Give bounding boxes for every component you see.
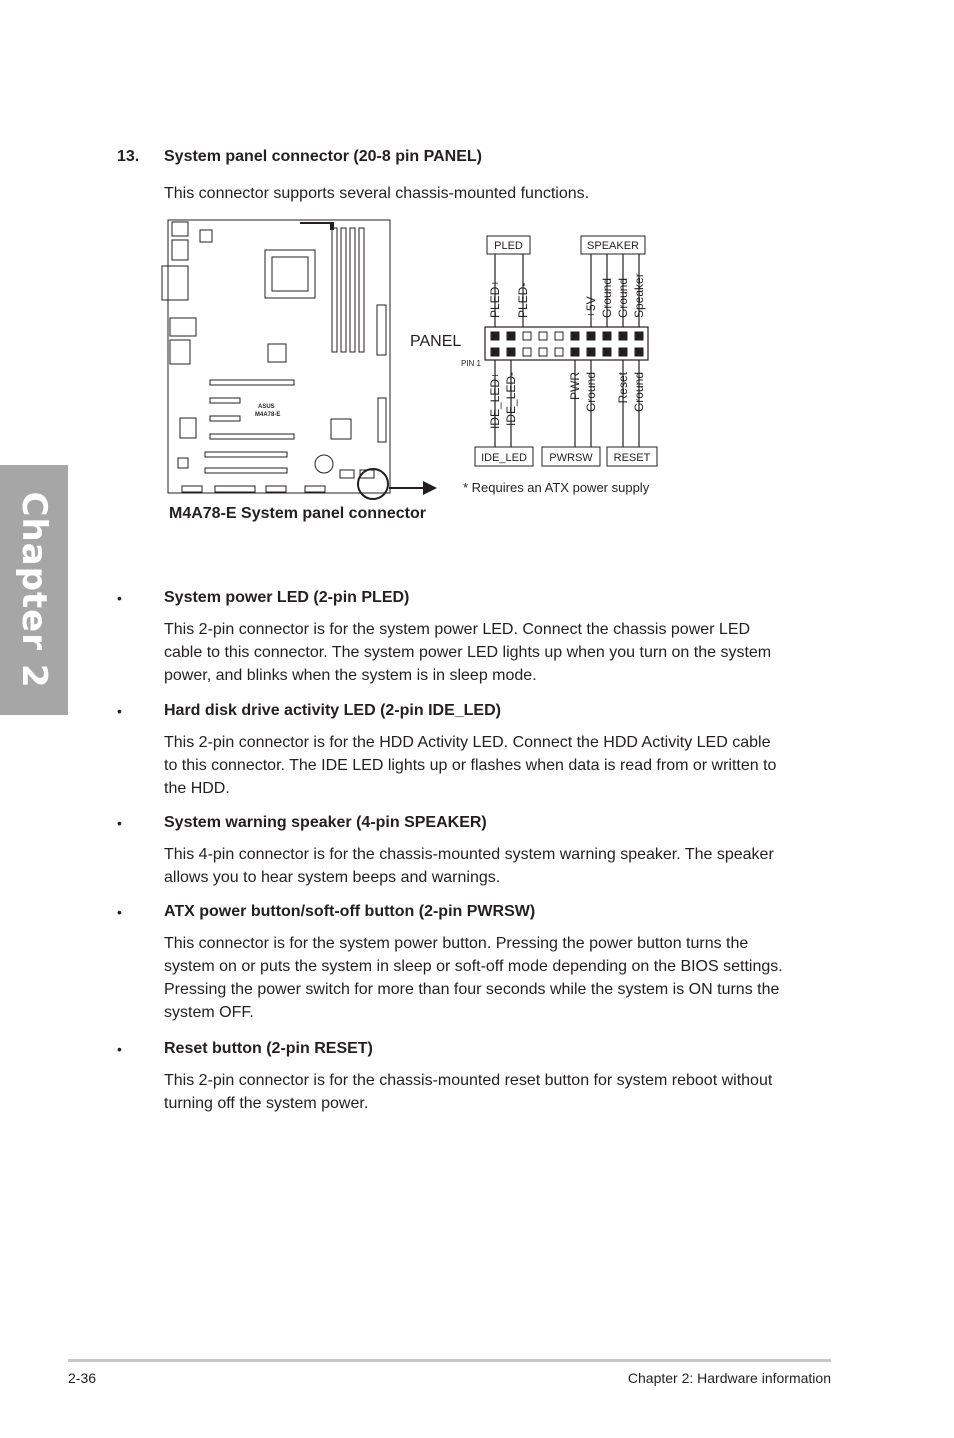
panel-pin [587,348,595,356]
bottom-pin-label-3: Ground [584,372,598,413]
panel-label: PANEL [410,333,462,350]
bullet-marker: • [117,703,122,719]
motherboard-layout [162,220,390,493]
bullet-marker: • [117,904,122,920]
bullet-body-line: This 2-pin connector is for the HDD Activity LED. Connect the HDD Activity LED cable [164,734,771,751]
bullet-title: ATX power button/soft-off button (2-pin PWRSW) [164,903,536,920]
bullet-body-line: system OFF. [164,1004,254,1021]
bottom-pin-label-1: IDE_LED- [504,372,518,427]
panel-pin [539,348,547,356]
section-number: 13. [117,148,140,165]
bullet-body-line: the HDD. [164,780,230,797]
section-intro: This connector supports several chassis-mounted functions. [164,185,590,202]
bottom-pin-label-0: IDE_LED+ [488,372,502,430]
bullet-body-line: to this connector. The IDE LED lights up or flashes when data is read from or written to [164,757,777,774]
bullet-body-line: This 2-pin connector is for the system power LED. Connect the chassis power LED [164,621,751,638]
panel-connector-diagram [160,212,680,502]
bullet-marker: • [117,1041,122,1057]
bullet-body-line: power, and blinks when the system is in sleep mode. [164,667,537,684]
panel-pin [491,332,499,340]
bullet-title: Hard disk drive activity LED (2-pin IDE_LED) [164,702,501,719]
top-pin-label-5: Speaker [632,273,646,318]
top-pin-label-2: +5V [584,296,598,318]
pin1-label: PIN 1 [461,359,482,368]
top-pin-label-1: PLED- [516,282,530,318]
panel-pins [491,332,643,356]
reset-group-label: RESET [613,452,651,464]
panel-pin [619,332,627,340]
bottom-pin-label-2: PWR [568,372,582,400]
panel-pin [555,332,563,340]
bullet-title: Reset button (2-pin RESET) [164,1040,373,1057]
panel-pin [587,332,595,340]
bullet-body-line: This connector is for the system power button. Pressing the power button turns the [164,935,749,952]
panel-pin [571,348,579,356]
bullet-body-line: system on or puts the system in sleep or soft-off mode depending on the BIOS settings. [164,958,783,975]
footer-chapter-title: Chapter 2: Hardware information [627,1370,831,1386]
chapter-side-tab [0,465,68,715]
section-title: System panel connector (20-8 pin PANEL) [164,148,482,165]
speaker-group-label: SPEAKER [587,240,639,252]
footer-divider [68,1359,831,1362]
pwrsw-group-label: PWRSW [549,452,593,464]
panel-pin [539,332,547,340]
panel-pin [619,348,627,356]
panel-location-circle [358,469,388,499]
panel-pin [555,348,563,356]
bullet-body-line: Pressing the power switch for more than four seconds while the system is ON turns the [164,981,780,998]
panel-pin [507,332,515,340]
pled-group-label: PLED [494,240,523,252]
panel-pin [635,348,643,356]
bottom-pin-label-4: Reset [616,372,630,404]
panel-pin [491,348,499,356]
board-logo: ASUS [258,404,275,410]
bullet-body-line: This 4-pin connector is for the chassis-mounted system warning speaker. The speaker [164,846,774,863]
ide-led-group-label: IDE_LED [481,452,527,464]
panel-pin [571,332,579,340]
chapter-tab-label: Chapter 2 [14,491,54,689]
bullet-marker: • [117,590,122,606]
bullet-title: System power LED (2-pin PLED) [164,589,410,606]
bullet-body-line: turning off the system power. [164,1095,369,1112]
bullet-body-line: This 2-pin connector is for the chassis-mounted reset button for system reboot without [164,1072,773,1089]
bottom-pin-label-5: Ground [632,372,646,413]
panel-pin [603,332,611,340]
bullet-marker: • [117,815,122,831]
bullet-body-line: allows you to hear system beeps and warnings. [164,869,501,886]
panel-pin [603,348,611,356]
panel-pin [635,332,643,340]
panel-pin [523,332,531,340]
bullet-body-line: cable to this connector. The system power LED lights up when you turn on the system [164,644,772,661]
panel-pin [507,348,515,356]
atx-note: * Requires an ATX power supply [463,480,650,495]
top-pin-label-3: Ground [600,277,614,318]
panel-pin [523,348,531,356]
footer-page-number: 2-36 [68,1370,97,1386]
diagram-caption: M4A78-E System panel connector [169,505,426,522]
bullet-title: System warning speaker (4-pin SPEAKER) [164,814,487,831]
top-pin-label-4: Ground [616,277,630,318]
arrow-icon [423,481,437,495]
board-model: M4A78-E [255,412,281,418]
top-pin-label-0: PLED+ [488,279,502,318]
